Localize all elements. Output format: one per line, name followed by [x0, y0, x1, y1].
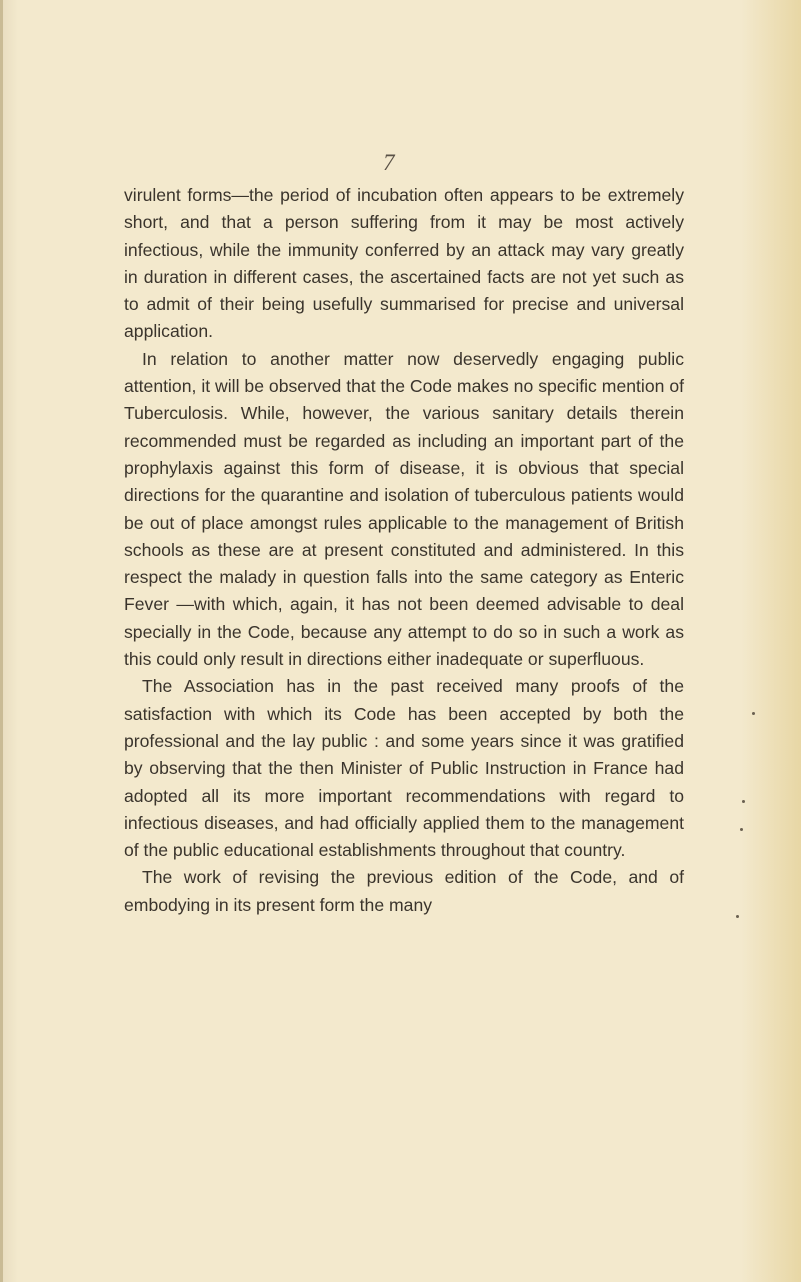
paragraph-4: The work of revising the previous edition of the Code, and of embodying in its present form the many [124, 867, 684, 915]
paragraph-3: The Association has in the past received many proofs of the satisfaction with which its Code has been accepted by both the professional and the lay public : and some years since it was gratified by observing that the then Minister of Public Instruction in France had adopted all its more important recommendations with regard to infectious diseases, and had officially applied them to the management of the public educational establishments throughout that country. [124, 676, 684, 861]
paragraph-1: virulent forms—the period of incubation often appears to be extremely short, and that a person suffering from it may be most actively infectious, while the immunity conferred by an attack may vary greatly in duration in different cases, the ascertained facts are not yet such as to admit of their being usefully summarised for precise and universal application. [124, 185, 684, 342]
body-text [124, 182, 684, 919]
paper-speck [752, 712, 755, 715]
paragraph-2: In relation to another matter now deservedly engaging public attention, it will be observed that the Code makes no specific mention of Tuberculosis. While, however, the various sanitary details therein recommended must be regarded as including an important part of the prophylaxis against this form of disease, it is obvious that special directions for the quarantine and isolation of tuberculous patients would be out of place amongst rules applicable to the management of British schools as these are at present constituted and administered. In this respect the malady in question falls into the same category as Enteric Fever —with which, again, it has not been deemed advisable to deal specially in the Code, because any attempt to do so in such a work as this could only result in directions either inadequate or superfluous. [124, 348, 684, 670]
paper-speck [740, 828, 743, 831]
binding-edge [0, 0, 3, 1282]
paper-speck [742, 800, 745, 803]
paper-speck [736, 915, 739, 918]
page-number: 7 [383, 150, 395, 175]
